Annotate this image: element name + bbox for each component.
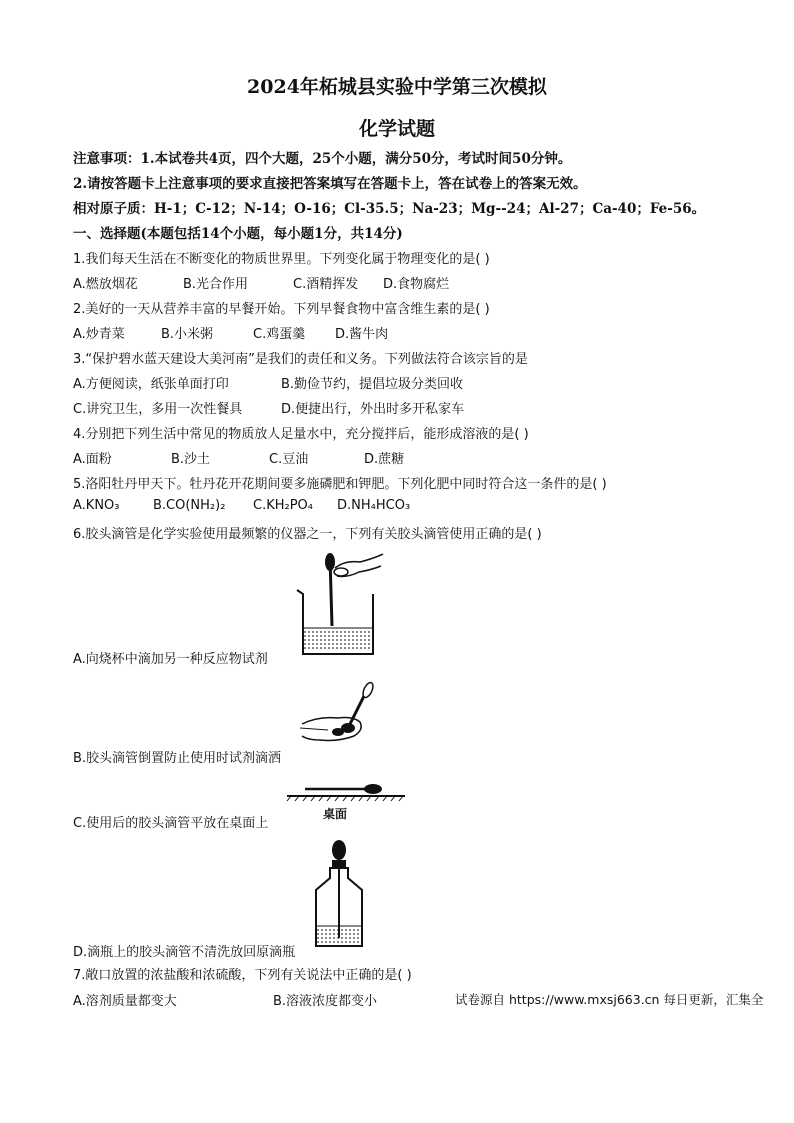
option: B.沙土 xyxy=(171,452,211,467)
option: A.KNO₃ xyxy=(73,498,120,513)
question-7-option-b: B.溶液浓度都变小 xyxy=(273,994,378,1009)
question-5-stem: 5.洛阳牡丹甲天下。牡丹花开花期间要多施磷肥和钾肥。下列化肥中同时符合这一条件的是( ) xyxy=(73,477,607,492)
option: B.光合作用 xyxy=(183,277,249,292)
question-6-option-d: D.滴瓶上的胶头滴管不清洗放回原滴瓶 xyxy=(73,945,296,960)
section-heading: 一、选择题(本题包括14个小题，每小题1分，共14分) xyxy=(73,226,403,242)
dropping-bottle-figure xyxy=(312,838,366,952)
desk-label: 桌面 xyxy=(323,807,348,821)
question-3-options-row-1 xyxy=(73,373,463,392)
question-2-options xyxy=(73,323,388,342)
question-6-stem: 6.胶头滴管是化学实验使用最频繁的仪器之一，下列有关胶头滴管使用正确的是( ) xyxy=(73,527,542,542)
option: D.酱牛肉 xyxy=(335,327,389,342)
option: C.酒精挥发 xyxy=(293,277,359,292)
option: C.豆油 xyxy=(269,452,309,467)
question-7-option-a: A.溶剂质量都变大 xyxy=(73,994,177,1009)
option: D.便捷出行，外出时多开私家车 xyxy=(281,402,465,417)
beaker-dropper-figure xyxy=(285,548,395,660)
option: D.NH₄HCO₃ xyxy=(337,498,411,513)
option: B.CO(NH₂)₂ xyxy=(153,498,226,513)
question-2-stem: 2.美好的一天从营养丰富的早餐开始。下列早餐食物中富含维生素的是( ) xyxy=(73,302,490,317)
notes-line-1: 注意事项：1.本试卷共4页，四个大题，25个小题，满分50分，考试时间50分钟。 xyxy=(73,151,572,167)
option: A.方便阅读，纸张单面打印 xyxy=(73,377,229,392)
option: B.小米粥 xyxy=(161,327,214,342)
option: D.食物腐烂 xyxy=(383,277,450,292)
question-1-stem: 1.我们每天生活在不断变化的物质世界里。下列变化属于物理变化的是( ) xyxy=(73,252,490,267)
option: C.鸡蛋羹 xyxy=(253,327,306,342)
question-4-stem: 4.分别把下列生活中常见的物质放人足量水中，充分搅拌后，能形成溶液的是( ) xyxy=(73,427,529,442)
exam-subtitle: 化学试题 xyxy=(358,118,435,140)
option: D.蔗糖 xyxy=(364,452,405,467)
question-5-options xyxy=(73,498,410,513)
option: A.炒青菜 xyxy=(73,327,125,342)
question-6-option-b: B.胶头滴管倒置防止使用时试剂滴洒 xyxy=(73,751,282,766)
question-1-options xyxy=(73,273,449,292)
option: B.勤俭节约，提倡垃圾分类回收 xyxy=(281,377,464,392)
notes-line-2: 2.请按答题卡上注意事项的要求直接把答案填写在答题卡上，答在试卷上的答案无效。 xyxy=(73,176,587,192)
notes-line-3: 相对原子质：H-1；C-12；N-14；O-16；Cl-35.5；Na-23；Mg--24；Al-27；Ca-40；Fe-56。 xyxy=(73,201,706,217)
question-7-stem: 7.敞口放置的浓盐酸和浓硫酸，下列有关说法中正确的是( ) xyxy=(73,968,412,983)
option: C.讲究卫生，多用一次性餐具 xyxy=(73,402,243,417)
option: A.燃放烟花 xyxy=(73,277,138,292)
question-3-stem: 3.“保护碧水蓝天建设大美河南”是我们的责任和义务。下列做法符合该宗旨的是 xyxy=(73,352,528,367)
option: C.KH₂PO₄ xyxy=(253,498,314,513)
question-3-options-row-2 xyxy=(73,398,464,417)
question-6-option-a: A.向烧杯中滴加另一种反应物试剂 xyxy=(73,652,268,667)
question-4-options xyxy=(73,448,404,467)
option: A.面粉 xyxy=(73,452,112,467)
question-6-option-c: C.使用后的胶头滴管平放在桌面上 xyxy=(73,816,269,831)
watermark-text: 试卷源自 https://www.mxsj663.cn 每日更新，汇集全 xyxy=(455,992,764,1007)
exam-title: 2024年柘城县实验中学第三次模拟 xyxy=(247,76,547,98)
inverted-dropper-figure xyxy=(298,680,388,752)
